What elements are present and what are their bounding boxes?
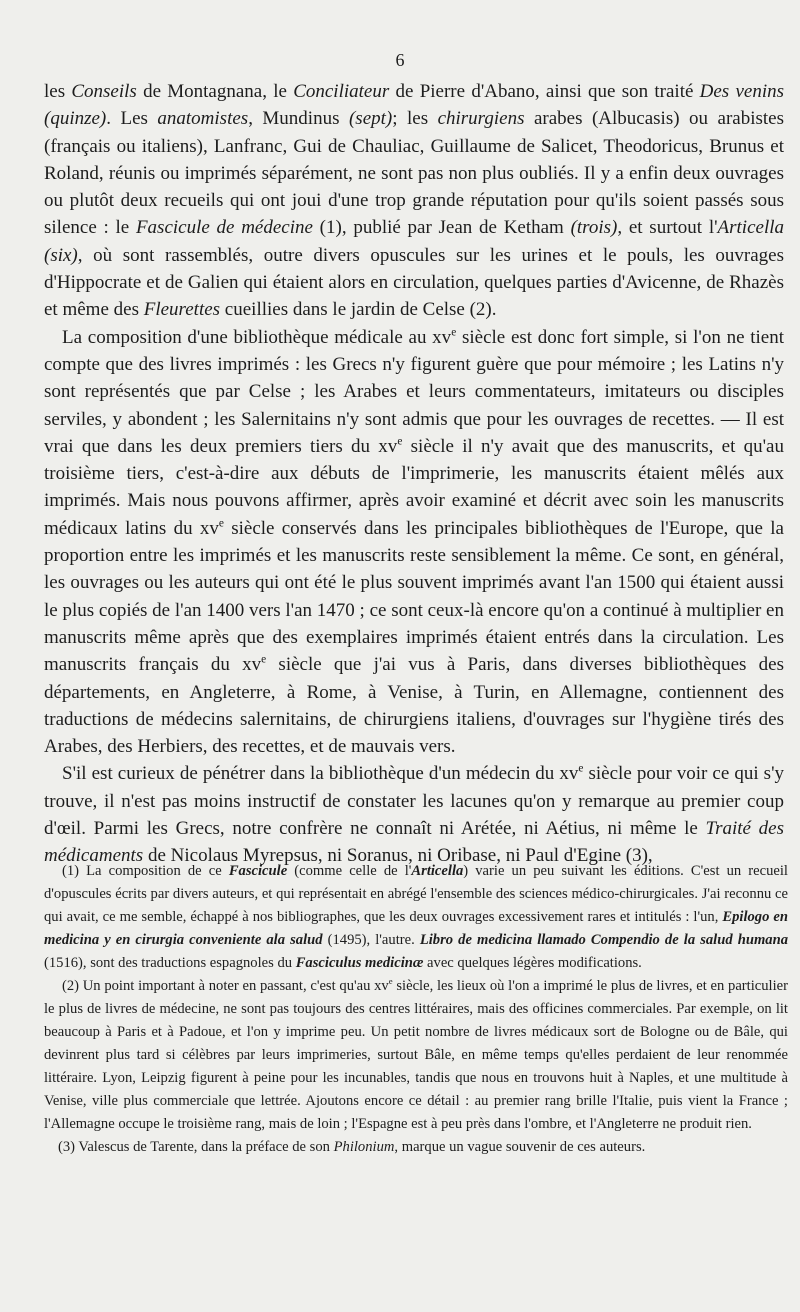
text-run: cueillies dans le jardin de Celse (2). <box>220 299 497 321</box>
italic-text: Fleurettes <box>143 299 221 321</box>
paragraph-3 <box>44 760 784 869</box>
text-run: (1495), l'autre. <box>322 932 420 948</box>
italic-text: (trois) <box>570 217 618 239</box>
superscript: e <box>218 517 224 530</box>
superscript: e <box>451 326 457 339</box>
text-run: , marque un vague souvenir de ces auteurs. <box>394 1139 646 1155</box>
emphasis-text: Articella <box>411 863 464 879</box>
italic-text: Conseils <box>71 81 137 102</box>
text-run: siècle pour voir ce qui s'y trouve, il n'est pas moins instructif de constater les lacunes qu'on y remarque au premier coup d'œil. Parmi les Grecs, notre confrère ne connaît ni Arétée, ni Aétius, ni même le <box>44 763 785 840</box>
text-run: . Les <box>106 108 158 130</box>
text-run: siècle est donc fort simple, si l'on ne tient compte que des livres imprimés : les Grecs n'y figurent guère que pour mémoire ; les Latins n'y sont représentés que par Celse ; les Arabes et leurs commentateurs, imitateurs ou disciples serviles, y abondent ; les Salernitains n'y sont admis que pour les ouvrages de recettes. — Il est vrai que dans les deux premiers tiers du xv <box>44 326 784 457</box>
emphasis-text: Fasciculus medicinæ <box>295 955 424 971</box>
text-run: de Montagnana, le <box>136 81 294 102</box>
text-run: ; les <box>392 108 438 130</box>
superscript: e <box>397 435 403 448</box>
emphasis-text: Fascicule <box>228 863 288 879</box>
superscript: e <box>261 653 267 666</box>
italic-text: Traité des médicaments <box>44 818 784 867</box>
text-run: La composition d'une bibliothèque médicale au xv <box>62 326 452 348</box>
body-text <box>44 78 784 870</box>
text-run: de Nicolaus Myrepsus, ni Soranus, ni Oribase, ni Paul d'Egine (3), <box>143 845 653 867</box>
superscript: e <box>388 976 393 987</box>
emphasis-text: Libro de medicina llamado Compendio de la salud humana <box>419 932 789 948</box>
italic-text: chirurgiens <box>437 108 525 130</box>
text-run: (2) Un point important à noter en passant, c'est qu'au xv <box>62 978 389 994</box>
italic-text: Fascicule de médecine <box>135 217 313 239</box>
superscript: e <box>578 763 584 776</box>
footnotes <box>44 860 788 1159</box>
footnote-3 <box>44 1136 788 1159</box>
text-run: (1) La composition de ce <box>62 863 229 879</box>
text-run: siècle il n'y avait que des manuscrits, et qu'au troisième tiers, c'est-à-dire aux débuts de l'imprimerie, les manuscrits étaient mêlés aux imprimés. Mais nous pouvons affirmer, après avoir examiné et décrit avec soin les manuscrits médicaux latins du xv <box>44 435 784 539</box>
text-run: avec quelques légères modifications. <box>423 955 642 971</box>
text-run: , où sont rassemblés, outre divers opuscules sur les urines et le pouls, les ouvrages d'Hippocrate et de Galien qui étaient alors en circulation, quelques parties d'Avicenne, de Rhazès et même des <box>44 244 784 321</box>
text-run: siècle que j'ai vus à Paris, dans diverses bibliothèques des départements, en Angleterre, à Rome, à Venise, à Turin, en Allemagne, contiennent des traductions de médecins salernitains, de chirurgiens italiens, d'ouvrages sur l'hygiène tirés des Arabes, des Herbiers, des recettes, et de mauvais vers. <box>44 654 784 758</box>
text-run: ) varie un peu suivant les éditions. C'est un recueil d'opuscules écrits par divers auteurs, et qui représentait en abrégé l'ensemble des sciences médico-chirurgicales. J'ai reconnu ce qui avait, ce me semble, échappé à nos bibliographes, que les deux ouvrages excessivement rares et intitulés : l'un, <box>44 863 788 925</box>
page-number: 6 <box>395 50 405 70</box>
text-run: S'il est curieux de pénétrer dans la bibliothèque d'un médecin du xv <box>62 763 579 785</box>
italic-text: Conciliateur <box>293 81 390 102</box>
footnote-1 <box>44 860 788 975</box>
italic-text: Philonium <box>333 1139 395 1155</box>
footnote-2 <box>44 975 788 1136</box>
text-run: (1), publié par Jean de Ketham <box>312 217 571 239</box>
italic-text: Articella (six) <box>44 217 784 266</box>
text-run: arabes (Albucasis) ou arabistes (français ou italiens), Lanfranc, Gui de Chauliac, Guillaume de Salicet, Theodoricus, Brunus et Roland, réunis ou imprimés séparément, ne sont pas non plus oubliés. Il y a enfin deux ouvrages ou plutôt deux recueils qui ont joui d'une trop grande réputation pour qu'ils soient passés sous silence : le <box>44 108 784 239</box>
text-run: (1516), sont des traductions espagnoles du <box>44 955 296 971</box>
emphasis-text: Epilogo en medicina y en cirurgia conveniente ala salud <box>44 909 788 948</box>
text-run: , Mundinus <box>248 108 349 130</box>
paragraph-2 <box>44 324 784 761</box>
italic-text: anatomistes <box>157 108 249 130</box>
italic-text: (sept) <box>348 108 393 130</box>
text-run: (comme celle de l' <box>287 863 412 879</box>
italic-text: Des venins (quinze) <box>44 81 784 130</box>
paragraph-1 <box>44 78 784 324</box>
text-run: (3) Valescus de Tarente, dans la préface de son <box>58 1139 334 1155</box>
text-run: de Pierre d'Abano, ainsi que son traité <box>389 81 700 102</box>
text-run: siècle, les lieux où l'on a imprimé le plus de livres, et en particulier le plus de livres de médecine, ne sont pas toujours des centres littéraires, mais des officines commerciales. Par exemple, on lit beaucoup à Paris et à Padoue, et l'on y imprime peu. Un petit nombre de livres médicaux sort de Bologne ou de Bâle, qui devinrent plus tard si célèbres par leurs imprimeries, surtout Bâle, en même temps qu'elles perdaient de leur renommée littéraire. Lyon, Leipzig figurent à peine pour les incunables, tandis que nous en trouvons huit à Naples, et une multitude à Venise, ville plus commerciale que lettrée. Ajoutons encore ce détail : au premier rang brille l'Italie, puis vient la France ; l'Allemagne occupe le troisième rang, mais de loin ; l'Espagne est à peu près dans l'ombre, et l'Angleterre ne produit rien. <box>44 978 788 1132</box>
text-run: , et surtout l' <box>617 217 718 239</box>
text-run: siècle conservés dans les principales bibliothèques de l'Europe, que la proportion entre les imprimés et les manuscrits reste sensiblement la même. Ce sont, en général, les ouvrages ou les auteurs qui ont été le plus souvent imprimés avant l'an 1500 qui étaient aussi le plus copiés de l'an 1400 vers l'an 1470 ; ce sont ceux-là encore qu'on a continué à multiplier en manuscrits même après que des exemplaires imprimés étaient entrés dans la circulation. Les manuscrits français du xv <box>44 517 784 676</box>
text-run: les <box>44 81 72 102</box>
